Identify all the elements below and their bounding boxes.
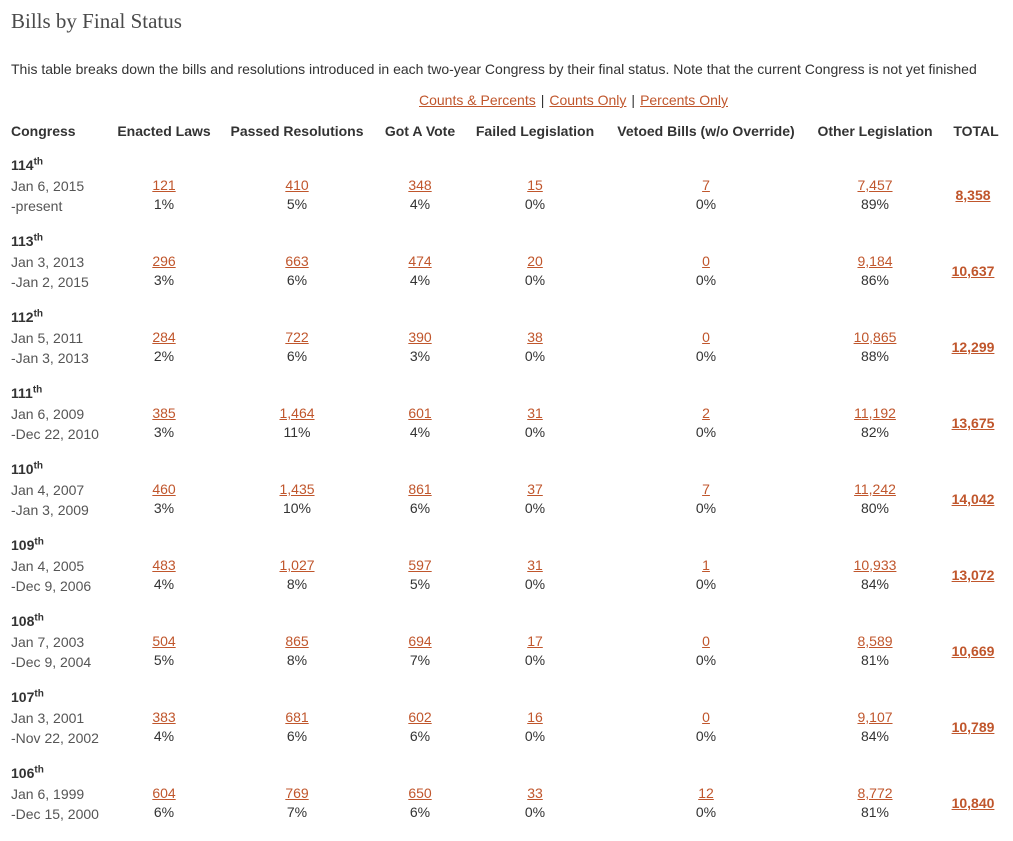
cell-passed-resolutions (285, 784, 308, 822)
congress-start-date: Jan 5, 2011 (11, 330, 84, 346)
ordinal-suffix: th (34, 612, 44, 624)
cell-other-legislation (857, 632, 892, 670)
cell-enacted-laws (152, 784, 175, 822)
cell-other-legislation (857, 784, 892, 822)
cell-got-a-vote (408, 176, 431, 214)
count-link[interactable]: 722 (285, 329, 309, 345)
congress-end-date: -Dec 9, 2006 (11, 578, 92, 594)
cell-passed-resolutions (285, 328, 308, 366)
count-link[interactable]: 681 (285, 709, 309, 725)
congress-ordinal: 111 (11, 385, 33, 401)
cell-other-legislation (857, 708, 892, 746)
congress-start-date: Jan 7, 2003 (11, 634, 85, 650)
percent-value: 4% (153, 576, 175, 592)
cell-other-legislation (854, 328, 897, 366)
count-link[interactable]: 865 (285, 633, 309, 649)
count-link[interactable]: 17 (527, 633, 543, 649)
cell-vetoed-bills (696, 480, 716, 518)
percent-value: 0% (524, 652, 546, 668)
cell-failed-legislation (525, 176, 545, 214)
percent-value: 0% (524, 728, 546, 744)
cell-vetoed-bills (696, 556, 716, 594)
header-total: TOTAL (953, 123, 999, 139)
cell-enacted-laws (152, 176, 175, 214)
congress-start-date: Jan 4, 2007 (11, 482, 85, 498)
percent-value: 2% (153, 348, 175, 364)
cell-other-legislation (854, 556, 897, 594)
total-link[interactable]: 10,840 (951, 795, 995, 811)
cell-failed-legislation (525, 404, 545, 442)
percent-value: 0% (524, 272, 546, 288)
counts-only-link[interactable]: Counts Only (549, 92, 627, 108)
count-link[interactable]: 597 (408, 557, 432, 573)
cell-failed-legislation (525, 328, 545, 366)
count-link[interactable]: 284 (152, 329, 176, 345)
cell-passed-resolutions (279, 404, 314, 442)
count-link[interactable]: 663 (285, 253, 309, 269)
count-link[interactable]: 37 (527, 481, 543, 497)
percent-value: 6% (153, 804, 175, 820)
percent-value: 3% (153, 272, 175, 288)
count-link[interactable]: 20 (527, 253, 543, 269)
link-separator: | (631, 92, 636, 108)
count-link[interactable]: 12 (698, 785, 714, 801)
percent-value: 8% (286, 652, 308, 668)
cell-vetoed-bills (696, 252, 716, 290)
header-other-legislation: Other Legislation (817, 123, 933, 139)
percent-value: 86% (860, 272, 890, 288)
count-link[interactable]: 0 (702, 329, 710, 345)
percent-value: 7% (286, 804, 308, 820)
percent-value: 0% (524, 348, 546, 364)
congress-ordinal: 112 (11, 309, 34, 325)
count-link[interactable]: 9,107 (857, 709, 893, 725)
table-row (0, 765, 1013, 841)
congress-number (11, 537, 44, 553)
count-link[interactable]: 11,242 (854, 481, 896, 497)
percent-value: 8% (286, 576, 308, 592)
count-link[interactable]: 0 (702, 633, 710, 649)
header-vetoed-bills: Vetoed Bills (w/o Override) (617, 123, 795, 139)
cell-passed-resolutions (285, 632, 308, 670)
congress-number (11, 765, 44, 781)
congress-end-date: -Jan 3, 2013 (11, 350, 89, 366)
count-link[interactable]: 604 (152, 785, 176, 801)
cell-passed-resolutions (279, 480, 314, 518)
percent-value: 0% (695, 804, 717, 820)
cell-enacted-laws (152, 252, 175, 290)
percent-value: 0% (695, 196, 717, 212)
cell-got-a-vote (408, 708, 431, 746)
count-link[interactable]: 31 (527, 557, 543, 573)
congress-end-date: -Dec 15, 2000 (11, 806, 99, 822)
ordinal-suffix: th (34, 688, 44, 700)
congress-number (11, 157, 43, 173)
count-link[interactable]: 694 (408, 633, 432, 649)
total-link[interactable]: 10,789 (951, 719, 995, 735)
percent-value: 6% (409, 804, 431, 820)
congress-ordinal: 113 (11, 233, 34, 249)
total-link[interactable]: 12,299 (951, 339, 995, 355)
percent-value: 0% (524, 500, 546, 516)
count-link[interactable]: 31 (527, 405, 543, 421)
total-link[interactable]: 13,675 (951, 415, 995, 431)
congress-number (11, 385, 42, 401)
cell-enacted-laws (152, 556, 175, 594)
ordinal-suffix: th (33, 308, 44, 320)
count-link[interactable]: 0 (702, 253, 710, 269)
cell-got-a-vote (408, 252, 431, 290)
page-title: Bills by Final Status (11, 9, 182, 33)
count-link[interactable]: 1,027 (279, 557, 315, 573)
ordinal-suffix: th (33, 156, 44, 168)
cell-failed-legislation (525, 708, 545, 746)
cell-failed-legislation (525, 480, 545, 518)
percent-value: 89% (860, 196, 890, 212)
count-link[interactable]: 7,457 (857, 177, 893, 193)
percent-value: 6% (409, 500, 431, 516)
cell-passed-resolutions (279, 556, 314, 594)
percent-value: 81% (860, 652, 890, 668)
count-link[interactable]: 0 (702, 709, 710, 725)
cell-other-legislation (857, 176, 892, 214)
header-enacted-laws: Enacted Laws (117, 123, 211, 139)
percent-value: 3% (409, 348, 431, 364)
cell-got-a-vote (408, 784, 431, 822)
total-link[interactable]: 13,072 (951, 567, 995, 583)
count-link[interactable]: 504 (152, 633, 176, 649)
count-link[interactable]: 296 (152, 253, 176, 269)
table-row (0, 157, 1013, 233)
congress-ordinal: 108 (11, 613, 35, 629)
count-link[interactable]: 9,184 (857, 253, 893, 269)
congress-ordinal: 110 (11, 461, 34, 477)
count-link[interactable]: 650 (408, 785, 432, 801)
percent-value: 5% (286, 196, 308, 212)
percent-value: 81% (860, 804, 890, 820)
count-link[interactable]: 385 (152, 405, 176, 421)
cell-vetoed-bills (696, 632, 716, 670)
percent-value: 4% (409, 272, 431, 288)
intro-text: This table breaks down the bills and resolutions introduced in each two-year Congress by their final status. Note that the current Congress is not yet finished (11, 61, 977, 77)
count-link[interactable]: 1,435 (279, 481, 315, 497)
cell-failed-legislation (525, 784, 545, 822)
congress-start-date: Jan 6, 1999 (11, 786, 85, 802)
count-link[interactable]: 410 (285, 177, 309, 193)
congress-end-date: -Jan 2, 2015 (11, 274, 89, 290)
count-link[interactable]: 7 (702, 481, 710, 497)
cell-enacted-laws (152, 480, 175, 518)
cell-failed-legislation (525, 632, 545, 670)
total-link[interactable]: 8,358 (955, 187, 991, 203)
ordinal-suffix: th (33, 232, 44, 244)
count-link[interactable]: 483 (152, 557, 176, 573)
ordinal-suffix: th (32, 384, 43, 396)
percent-value: 0% (695, 576, 717, 592)
count-link[interactable]: 10,933 (853, 557, 897, 573)
count-link[interactable]: 121 (152, 177, 176, 193)
table-row (0, 461, 1013, 537)
congress-number (11, 233, 43, 249)
cell-failed-legislation (525, 252, 545, 290)
percent-value: 5% (153, 652, 175, 668)
cell-enacted-laws (152, 708, 175, 746)
percent-value: 88% (860, 348, 890, 364)
percent-value: 6% (286, 728, 308, 744)
cell-got-a-vote (408, 632, 431, 670)
cell-vetoed-bills (696, 404, 716, 442)
percent-value: 0% (695, 348, 717, 364)
header-passed-resolutions: Passed Resolutions (230, 123, 364, 139)
header-got-a-vote: Got A Vote (384, 123, 456, 139)
cell-got-a-vote (408, 328, 431, 366)
percent-value: 7% (409, 652, 431, 668)
percent-value: 3% (153, 500, 175, 516)
congress-end-date: -Nov 22, 2002 (11, 730, 99, 746)
total-link[interactable]: 14,042 (951, 491, 995, 507)
table-row (0, 309, 1013, 385)
count-link[interactable]: 15 (527, 177, 543, 193)
cell-vetoed-bills (696, 328, 716, 366)
congress-ordinal: 107 (11, 689, 35, 705)
congress-end-date: -present (11, 198, 63, 214)
count-link[interactable]: 348 (408, 177, 432, 193)
cell-vetoed-bills (696, 708, 716, 746)
cell-other-legislation (854, 404, 896, 442)
cell-passed-resolutions (285, 708, 308, 746)
congress-start-date: Jan 4, 2005 (11, 558, 85, 574)
total-link[interactable]: 10,669 (951, 643, 995, 659)
count-link[interactable]: 16 (527, 709, 543, 725)
percent-value: 4% (409, 196, 431, 212)
cell-vetoed-bills (696, 176, 716, 214)
percent-value: 0% (695, 424, 717, 440)
cell-got-a-vote (408, 404, 431, 442)
cell-got-a-vote (408, 556, 431, 594)
count-link[interactable]: 8,589 (857, 633, 893, 649)
percent-value: 0% (524, 804, 546, 820)
cell-got-a-vote (408, 480, 431, 518)
congress-end-date: -Jan 3, 2009 (11, 502, 89, 518)
count-link[interactable]: 11,192 (854, 405, 896, 421)
count-link[interactable]: 33 (527, 785, 543, 801)
count-link[interactable]: 7 (702, 177, 710, 193)
total-link[interactable]: 10,637 (951, 263, 995, 279)
count-link[interactable]: 8,772 (857, 785, 893, 801)
cell-enacted-laws (152, 328, 175, 366)
percent-value: 84% (860, 576, 890, 592)
count-link[interactable]: 861 (408, 481, 432, 497)
cell-enacted-laws (152, 632, 175, 670)
percent-value: 0% (695, 652, 717, 668)
table-row (0, 385, 1013, 461)
table-row (0, 613, 1013, 689)
view-toggle-links (419, 92, 728, 108)
percent-value: 82% (860, 424, 890, 440)
cell-enacted-laws (152, 404, 175, 442)
cell-other-legislation (854, 480, 896, 518)
percent-value: 0% (524, 424, 546, 440)
count-link[interactable]: 1,464 (279, 405, 315, 421)
count-link[interactable]: 10,865 (853, 329, 897, 345)
count-link[interactable]: 390 (408, 329, 432, 345)
congress-ordinal: 106 (11, 765, 35, 781)
congress-start-date: Jan 3, 2013 (11, 254, 85, 270)
count-link[interactable]: 2 (702, 405, 710, 421)
percent-value: 84% (860, 728, 890, 744)
cell-passed-resolutions (285, 176, 308, 214)
congress-end-date: -Dec 22, 2010 (11, 426, 99, 442)
table-row (0, 537, 1013, 613)
percent-value: 4% (409, 424, 431, 440)
link-separator: | (540, 92, 545, 108)
percent-value: 0% (524, 196, 546, 212)
percent-value: 6% (409, 728, 431, 744)
congress-number (11, 309, 43, 325)
count-link[interactable]: 602 (408, 709, 432, 725)
percent-value: 6% (286, 348, 308, 364)
count-link[interactable]: 383 (152, 709, 176, 725)
percent-value: 0% (695, 272, 717, 288)
percent-value: 0% (695, 500, 717, 516)
count-link[interactable]: 474 (408, 253, 432, 269)
ordinal-suffix: th (33, 460, 44, 472)
percent-value: 10% (282, 500, 312, 516)
percent-value: 0% (695, 728, 717, 744)
percent-value: 0% (524, 576, 546, 592)
header-failed-legislation: Failed Legislation (475, 123, 595, 139)
ordinal-suffix: th (34, 536, 44, 548)
count-link[interactable]: 460 (152, 481, 176, 497)
congress-start-date: Jan 6, 2009 (11, 406, 85, 422)
congress-end-date: -Dec 9, 2004 (11, 654, 92, 670)
percent-value: 4% (153, 728, 175, 744)
congress-start-date: Jan 6, 2015 (11, 178, 85, 194)
percent-value: 80% (860, 500, 890, 516)
congress-number (11, 461, 43, 477)
percent-value: 1% (153, 196, 175, 212)
percent-value: 6% (286, 272, 308, 288)
table-row (0, 689, 1013, 765)
cell-other-legislation (857, 252, 892, 290)
count-link[interactable]: 1 (702, 557, 710, 573)
congress-number (11, 689, 44, 705)
count-link[interactable]: 38 (527, 329, 543, 345)
cell-vetoed-bills (696, 784, 716, 822)
percent-value: 5% (409, 576, 431, 592)
table-row (0, 233, 1013, 309)
header-congress: Congress (11, 123, 76, 139)
percent-value: 3% (153, 424, 175, 440)
congress-ordinal: 109 (11, 537, 35, 553)
cell-failed-legislation (525, 556, 545, 594)
counts-percents-link[interactable]: Counts & Percents (419, 92, 536, 108)
cell-passed-resolutions (285, 252, 308, 290)
congress-start-date: Jan 3, 2001 (11, 710, 85, 726)
count-link[interactable]: 769 (285, 785, 309, 801)
congress-ordinal: 114 (11, 157, 34, 173)
congress-number (11, 613, 44, 629)
count-link[interactable]: 601 (408, 405, 432, 421)
percents-only-link[interactable]: Percents Only (640, 92, 728, 108)
percent-value: 11% (283, 424, 311, 440)
ordinal-suffix: th (34, 764, 44, 776)
